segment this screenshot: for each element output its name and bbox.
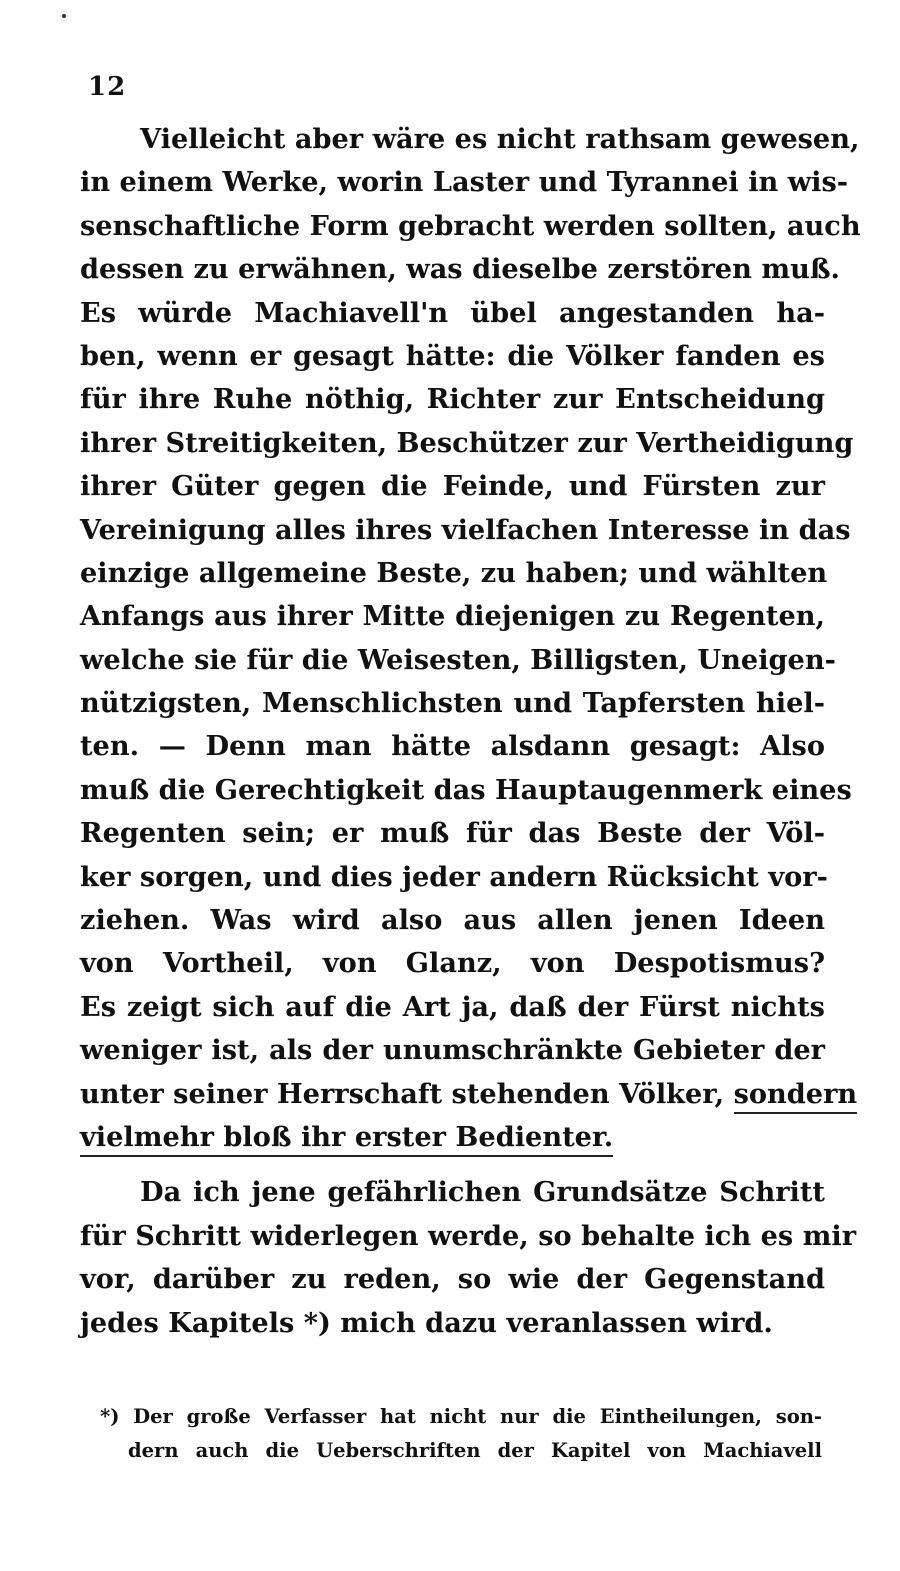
text-line: vor, darüber zu reden, so wie der Gegenstand xyxy=(80,1263,825,1296)
text-line: Vielleicht aber wäre es nicht rathsam gewesen, xyxy=(140,123,860,155)
text-line: für Schritt widerlegen werde, so behalte ich es mir xyxy=(80,1219,857,1252)
footnote xyxy=(100,1400,822,1468)
text-line: weniger ist, als der unumschränkte Gebieter der xyxy=(80,1034,825,1067)
text-line: dessen zu erwähnen, was dieselbe zerstören muß. xyxy=(80,253,840,286)
text-line: Regenten sein; er muß für das Beste der Völ- xyxy=(80,817,825,850)
text-segment: unter seiner Herrschaft stehenden Völker, xyxy=(80,1077,725,1110)
text-line: Anfangs aus ihrer Mitte diejenigen zu Regenten, xyxy=(80,600,825,633)
main-text xyxy=(80,118,861,1345)
text-line: ihrer Streitigkeiten, Beschützer zur Vertheidigung xyxy=(80,426,854,459)
text-line: jedes Kapitels *) mich dazu veranlassen wird. xyxy=(80,1306,773,1339)
text-line: welche sie für die Weisesten, Billigsten, Uneigen- xyxy=(80,643,836,676)
text-line: senschaftliche Form gebracht werden sollten, auch xyxy=(80,209,861,242)
text-line: ben, wenn er gesagt hätte: die Völker fanden es xyxy=(80,339,825,372)
text-line: in einem Werke, worin Laster und Tyrannei in wis- xyxy=(80,166,849,199)
stray-ink-dot xyxy=(62,14,66,18)
text-line: Da ich jene gefährlichen Grundsätze Schritt xyxy=(140,1176,825,1209)
text-line: einzige allgemeine Beste, zu haben; und wählten xyxy=(80,556,828,589)
text-line: ziehen. Was wird also aus allen jenen Ideen xyxy=(80,904,825,937)
text-line: muß die Gerechtigkeit das Hauptaugenmerk eines xyxy=(80,773,852,806)
text-line: für ihre Ruhe nöthig, Richter zur Entscheidung xyxy=(80,383,825,416)
text-line: ker sorgen, und dies jeder andern Rücksicht vor- xyxy=(80,860,828,893)
text-line: Es würde Machiavell'n übel angestanden ha- xyxy=(80,296,825,329)
underlined-text: vielmehr bloß ihr erster Bedienter. xyxy=(80,1121,613,1157)
text-line: ihrer Güter gegen die Feinde, und Fürsten zur xyxy=(80,470,825,503)
text-line: nützigsten, Menschlichsten und Tapfersten hiel- xyxy=(80,687,825,720)
text-line xyxy=(80,1116,825,1159)
footnote-line: *) Der große Verfasser hat nicht nur die Eintheilungen, son- xyxy=(100,1405,822,1428)
text-line: Es zeigt sich auf die Art ja, daß der Fürst nichts xyxy=(80,990,825,1023)
text-line: Vereinigung alles ihres vielfachen Interesse in das xyxy=(80,513,851,546)
text-line: ten. — Denn man hätte alsdann gesagt: Also xyxy=(80,730,825,763)
text-line xyxy=(80,1073,858,1116)
text-line: von Vortheil, von Glanz, von Despotismus? xyxy=(80,947,825,980)
underlined-text: sondern xyxy=(734,1078,858,1114)
footnote-line: dern auch die Ueberschriften der Kapitel von Machiavell xyxy=(128,1439,822,1462)
page-number: 12 xyxy=(88,72,127,102)
